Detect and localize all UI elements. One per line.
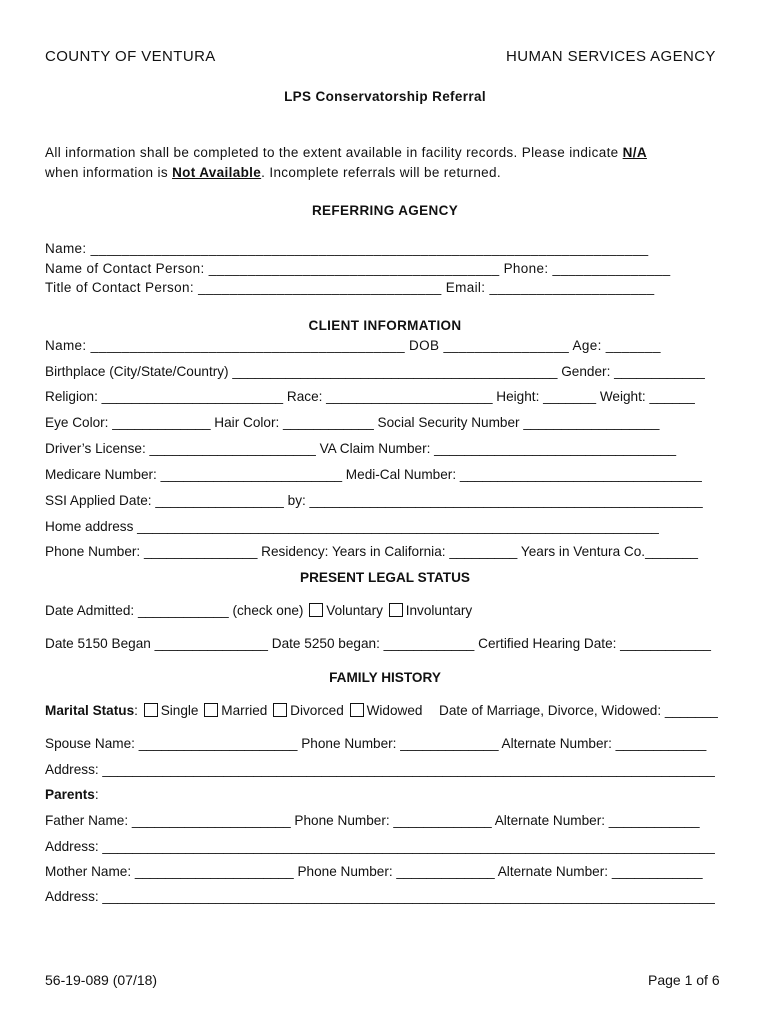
married-label: Married: [221, 703, 272, 718]
single-label: Single: [160, 703, 203, 718]
family-history-heading: FAMILY HISTORY: [329, 670, 441, 685]
not-available-emphasis: Not Available: [172, 165, 262, 180]
agency-name: HUMAN SERVICES AGENCY: [506, 48, 716, 65]
involuntary-checkbox[interactable]: [389, 603, 403, 617]
form-title: LPS Conservatorship Referral: [284, 89, 486, 104]
father-address-field[interactable]: Address: _________________________________________________________________________________: [45, 839, 715, 854]
intro-line-1: [45, 145, 647, 161]
intro-text: when information is: [45, 165, 173, 180]
page-number: Page 1 of 6: [648, 972, 720, 988]
county-name: COUNTY OF VENTURA: [45, 48, 216, 65]
widowed-label: Widowed: [366, 703, 423, 718]
parents-label: Parents: [45, 787, 95, 802]
client-information-heading: CLIENT INFORMATION: [308, 318, 462, 333]
date-admitted-field[interactable]: Date Admitted: ____________ (check one): [45, 603, 308, 618]
medicare-field[interactable]: Medicare Number: ________________________ Medi-Cal Number: ________________________________: [45, 467, 702, 482]
widowed-checkbox[interactable]: [350, 703, 364, 717]
eye-color-field[interactable]: Eye Color: _____________ Hair Color: ____________ Social Security Number __________________: [45, 415, 660, 430]
legal-status-heading: PRESENT LEGAL STATUS: [300, 570, 470, 585]
contact-title-field[interactable]: Title of Contact Person: _______________________________ Email: _____________________: [45, 280, 655, 295]
agency-name-field[interactable]: Name: _______________________________________________________________________: [45, 241, 649, 256]
parents-colon: :: [94, 787, 99, 802]
single-checkbox[interactable]: [144, 703, 158, 717]
hold-dates-field[interactable]: Date 5150 Began _______________ Date 5250 began: ____________ Certified Hearing Date: ____________: [45, 636, 711, 651]
parents-row: [45, 787, 99, 803]
marital-status-label: Marital Status: [45, 703, 135, 718]
voluntary-label: Voluntary: [326, 603, 387, 618]
client-name-field[interactable]: Name: ________________________________________ DOB ________________ Age: _______: [45, 338, 661, 353]
religion-field[interactable]: Religion: ________________________ Race: ______________________ Height: _______ Weight: ______: [45, 389, 695, 404]
intro-text: All information shall be completed to the extent available in facility records. Please indicate: [45, 145, 623, 160]
mother-address-field[interactable]: Address: _________________________________________________________________________________: [45, 889, 715, 904]
birthplace-field[interactable]: Birthplace (City/State/Country) ___________________________________________ Gender: ____________: [45, 364, 705, 379]
referring-agency-heading: REFERRING AGENCY: [311, 203, 459, 218]
voluntary-checkbox[interactable]: [309, 603, 323, 617]
involuntary-label: Involuntary: [405, 603, 473, 618]
intro-text: . Incomplete referrals will be returned.: [261, 165, 501, 180]
spouse-address-field[interactable]: Address: _________________________________________________________________________________: [45, 762, 715, 777]
phone-residency-field[interactable]: Phone Number: _______________ Residency: Years in California: _________ Years in Ventura Co._______: [45, 544, 698, 559]
contact-person-field[interactable]: Name of Contact Person: _____________________________________ Phone: _______________: [45, 261, 671, 276]
date-admitted-row: [45, 603, 472, 619]
father-field[interactable]: Father Name: _____________________ Phone Number: _____________ Alternate Number: ____________: [45, 813, 700, 828]
marital-status-row: [45, 703, 422, 719]
married-checkbox[interactable]: [204, 703, 218, 717]
divorced-checkbox[interactable]: [273, 703, 287, 717]
ssi-applied-field[interactable]: SSI Applied Date: _________________ by: ____________________________________________________: [45, 493, 703, 508]
spouse-field[interactable]: Spouse Name: _____________________ Phone Number: _____________ Alternate Number: ____________: [45, 736, 707, 751]
home-address-field[interactable]: Home address _____________________________________________________________________: [45, 519, 659, 534]
intro-line-2: [45, 165, 501, 181]
marital-colon: :: [134, 703, 142, 718]
divorced-label: Divorced: [290, 703, 348, 718]
drivers-license-field[interactable]: Driver’s License: ______________________ VA Claim Number: ________________________________: [45, 441, 677, 456]
form-number: 56-19-089 (07/18): [45, 972, 158, 988]
mother-field[interactable]: Mother Name: _____________________ Phone Number: _____________ Alternate Number: ____________: [45, 864, 703, 879]
na-emphasis: N/A: [622, 145, 647, 160]
marriage-date-field[interactable]: Date of Marriage, Divorce, Widowed: _______: [439, 703, 718, 718]
